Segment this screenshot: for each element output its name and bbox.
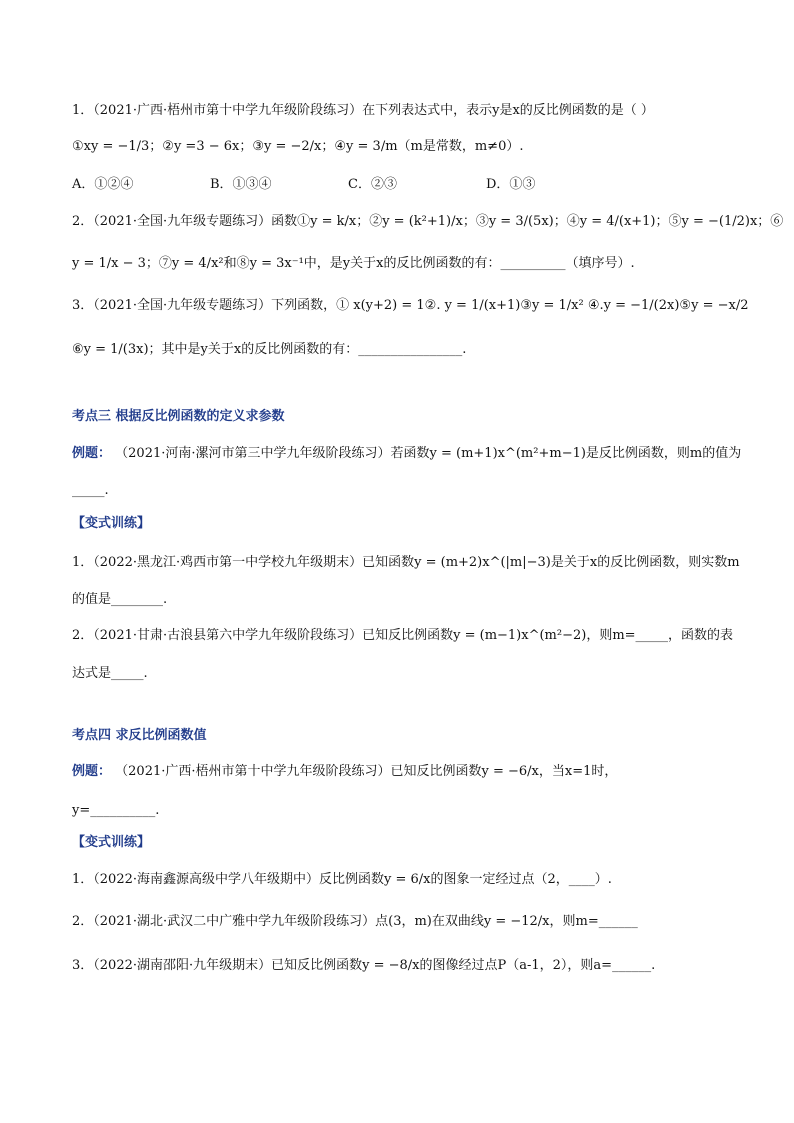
section4-variant-text: 【变式训练】 xyxy=(72,835,151,850)
section3-variant-label xyxy=(72,514,732,534)
q2-line2 xyxy=(72,254,732,274)
section3-blank-text: _____. xyxy=(72,483,109,498)
section4-example xyxy=(72,762,732,782)
section3-v2-stem: 2．（2021·甘肃·古浪县第六中学九年级阶段练习）已知反比例函数y = (m−1)x^(m²−2)，则m=_____，函数的表 xyxy=(72,628,734,643)
section4-example-line2 xyxy=(72,801,732,821)
section3-title-text: 考点三 根据反比例函数的定义求参数 xyxy=(72,409,285,424)
section3-title xyxy=(72,407,732,427)
q1-stem: 1．（2021·广西·梧州市第十中学九年级阶段练习）在下列表达式中，表示y是x的反比例函数的是（ ） xyxy=(72,103,654,118)
q2-continuation: y = 1/x − 3；⑦y = 4/x²和⑧y = 3x⁻¹中，是y关于x的反比例函数的有：__________（填序号）. xyxy=(72,256,635,271)
section3-v1-line2 xyxy=(72,590,732,610)
section4-v1-text: 1．（2022·海南鑫源高级中学八年级期中）反比例函数y = 6/x的图象一定经过点（2，____）. xyxy=(72,872,612,887)
section4-v3 xyxy=(72,956,732,976)
section3-v1-stem: 1．（2022·黑龙江·鸡西市第一中学校九年级期末）已知函数y = (m+2)x^(|m|−3)是关于x的反比例函数，则实数m xyxy=(72,555,740,570)
q3-continuation: ⑥y = 1/(3x)；其中是y关于x的反比例函数的有：________________. xyxy=(72,342,467,357)
section3-v1-line1 xyxy=(72,553,740,573)
q2-stem: 2．（2021·全国·九年级专题练习）函数①y = k/x；②y = (k²+1)/x；③y = 3/(5x)；④y = 4/(x+1)；⑤y = −(1/2)x；⑥ xyxy=(72,214,784,229)
section4-v1 xyxy=(72,870,732,890)
q2-line1 xyxy=(72,212,784,232)
section4-example-answer: y=__________. xyxy=(72,803,160,818)
section3-example-text: （2021·河南·漯河市第三中学九年级阶段练习）若函数y = (m+1)x^(m²+m−1)是反比例函数，则m的值为 xyxy=(115,446,742,461)
q1-option-b: B．①③④ xyxy=(210,177,272,192)
q3-line1 xyxy=(72,296,749,316)
section4-example-text: （2021·广西·梧州市第十中学九年级阶段练习）已知反比例函数y = −6/x，当x=1时， xyxy=(115,764,618,779)
section3-v2-answer: 达式是_____. xyxy=(72,666,148,681)
section4-v2 xyxy=(72,912,732,932)
q1-option-c: C．②③ xyxy=(348,177,397,192)
q3-stem: 3．（2021·全国·九年级专题练习）下列函数，① x(y+2) = 1②. y = 1/(x+1)③y = 1/x² ④.y = −1/(2x)⑤y = −x/2 xyxy=(72,298,749,313)
q1-expressions: ①xy = −1/3；②y =3 − 6x；③y = −2/x；④y = 3/m（m是常数，m≠0）. xyxy=(72,139,524,154)
q3-line2 xyxy=(72,340,732,360)
section3-v2-line2 xyxy=(72,664,732,684)
section4-example-label: 例题： xyxy=(72,764,112,779)
section4-title xyxy=(72,726,732,746)
q1-line2 xyxy=(72,137,732,157)
section4-v3-text: 3．（2022·湖南邵阳·九年级期末）已知反比例函数y = −8/x的图像经过点P（a-1，2），则a=______. xyxy=(72,958,656,973)
section4-variant-label xyxy=(72,833,732,853)
q1-option-a: A．①②④ xyxy=(72,177,134,192)
q1-option-d: D．①③ xyxy=(486,177,536,192)
section3-variant-text: 【变式训练】 xyxy=(72,516,151,531)
section3-v1-answer: 的值是________. xyxy=(72,592,168,607)
q1-line1 xyxy=(72,101,732,121)
section3-example xyxy=(72,444,742,464)
section3-example-label: 例题： xyxy=(72,446,112,461)
section4-title-text: 考点四 求反比例函数值 xyxy=(72,728,207,743)
section3-v2-line1 xyxy=(72,626,732,646)
section4-v2-text: 2．（2021·湖北·武汉二中广雅中学九年级阶段练习）点(3，m)在双曲线y = −12/x，则m=______ xyxy=(72,914,638,929)
section3-example-blank xyxy=(72,481,732,501)
